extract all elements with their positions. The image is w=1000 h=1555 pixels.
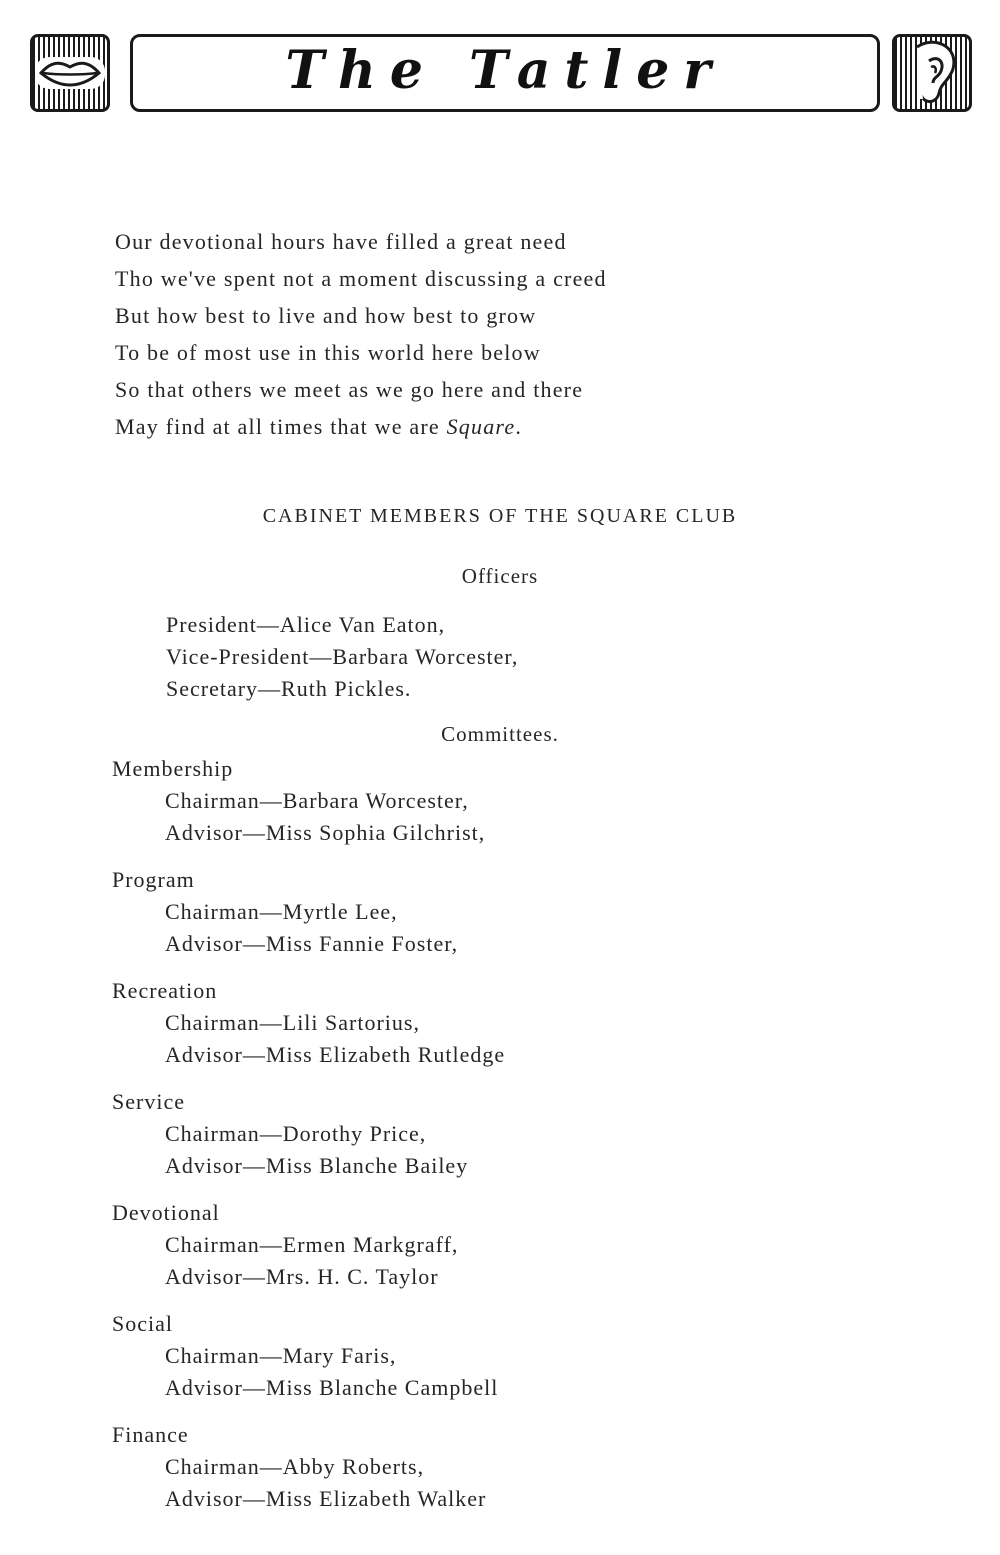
poem-emphasis-word: Square [446, 414, 516, 439]
ear-icon [895, 37, 969, 109]
committee-advisor: Advisor—Miss Elizabeth Walker [165, 1486, 487, 1511]
committee-advisor: Advisor—Mrs. H. C. Taylor [165, 1264, 439, 1289]
poem-last-line-prefix: May find at all times that we are [115, 414, 447, 439]
committees-heading: Committees. [441, 722, 559, 746]
committee-program [112, 864, 458, 960]
officers-heading: Officers [461, 564, 539, 588]
committee-name: Finance [112, 1422, 189, 1447]
masthead-title-box [130, 34, 880, 112]
committee-chairman: Chairman—Dorothy Price, [165, 1121, 427, 1146]
officer-entry: Secretary—Ruth Pickles. [166, 676, 412, 701]
committee-advisor: Advisor—Miss Sophia Gilchrist, [165, 820, 486, 845]
committee-chairman: Chairman—Abby Roberts, [165, 1454, 425, 1479]
cabinet-heading: CABINET MEMBERS OF THE SQUARE CLUB [262, 505, 738, 527]
committee-name: Membership [112, 756, 234, 781]
committee-finance [112, 1419, 486, 1515]
committee-service [112, 1086, 468, 1182]
poem-last-line [115, 408, 607, 445]
committee-chairman: Chairman—Ermen Markgraff, [165, 1232, 459, 1257]
poem [115, 223, 607, 445]
poem-line: But how best to live and how best to grow [115, 303, 537, 328]
officer-entry: President—Alice Van Eaton, [166, 612, 446, 637]
lips-icon [33, 37, 107, 109]
committee-chairman: Chairman—Mary Faris, [165, 1343, 397, 1368]
committee-advisor: Advisor—Miss Blanche Bailey [165, 1153, 469, 1178]
committee-advisor: Advisor—Miss Elizabeth Rutledge [165, 1042, 506, 1067]
committee-name: Program [112, 867, 195, 892]
committee-name: Recreation [112, 978, 218, 1003]
poem-line: Tho we've spent not a moment discussing a creed [115, 266, 607, 291]
page-header [30, 30, 972, 116]
committee-name: Social [112, 1311, 173, 1336]
committee-chairman: Chairman—Myrtle Lee, [165, 899, 398, 924]
committee-social [112, 1308, 498, 1404]
poem-line: So that others we meet as we go here and there [115, 377, 584, 402]
poem-line: To be of most use in this world here below [115, 340, 541, 365]
committee-membership [112, 753, 485, 849]
committee-advisor: Advisor—Miss Blanche Campbell [165, 1375, 499, 1400]
committee-devotional [112, 1197, 458, 1293]
lips-emblem [30, 34, 110, 112]
ear-emblem [892, 34, 972, 112]
poem-last-line-suffix: . [515, 414, 523, 439]
committee-name: Devotional [112, 1200, 220, 1225]
masthead-title: The Tatler [285, 40, 725, 101]
committee-advisor: Advisor—Miss Fannie Foster, [165, 931, 459, 956]
officer-entry: Vice-President—Barbara Worcester, [166, 644, 519, 669]
officers-list [166, 609, 518, 705]
poem-line: Our devotional hours have filled a great need [115, 229, 567, 254]
committee-name: Service [112, 1089, 185, 1114]
committee-chairman: Chairman—Barbara Worcester, [165, 788, 469, 813]
committee-recreation [112, 975, 505, 1071]
committee-chairman: Chairman—Lili Sartorius, [165, 1010, 420, 1035]
